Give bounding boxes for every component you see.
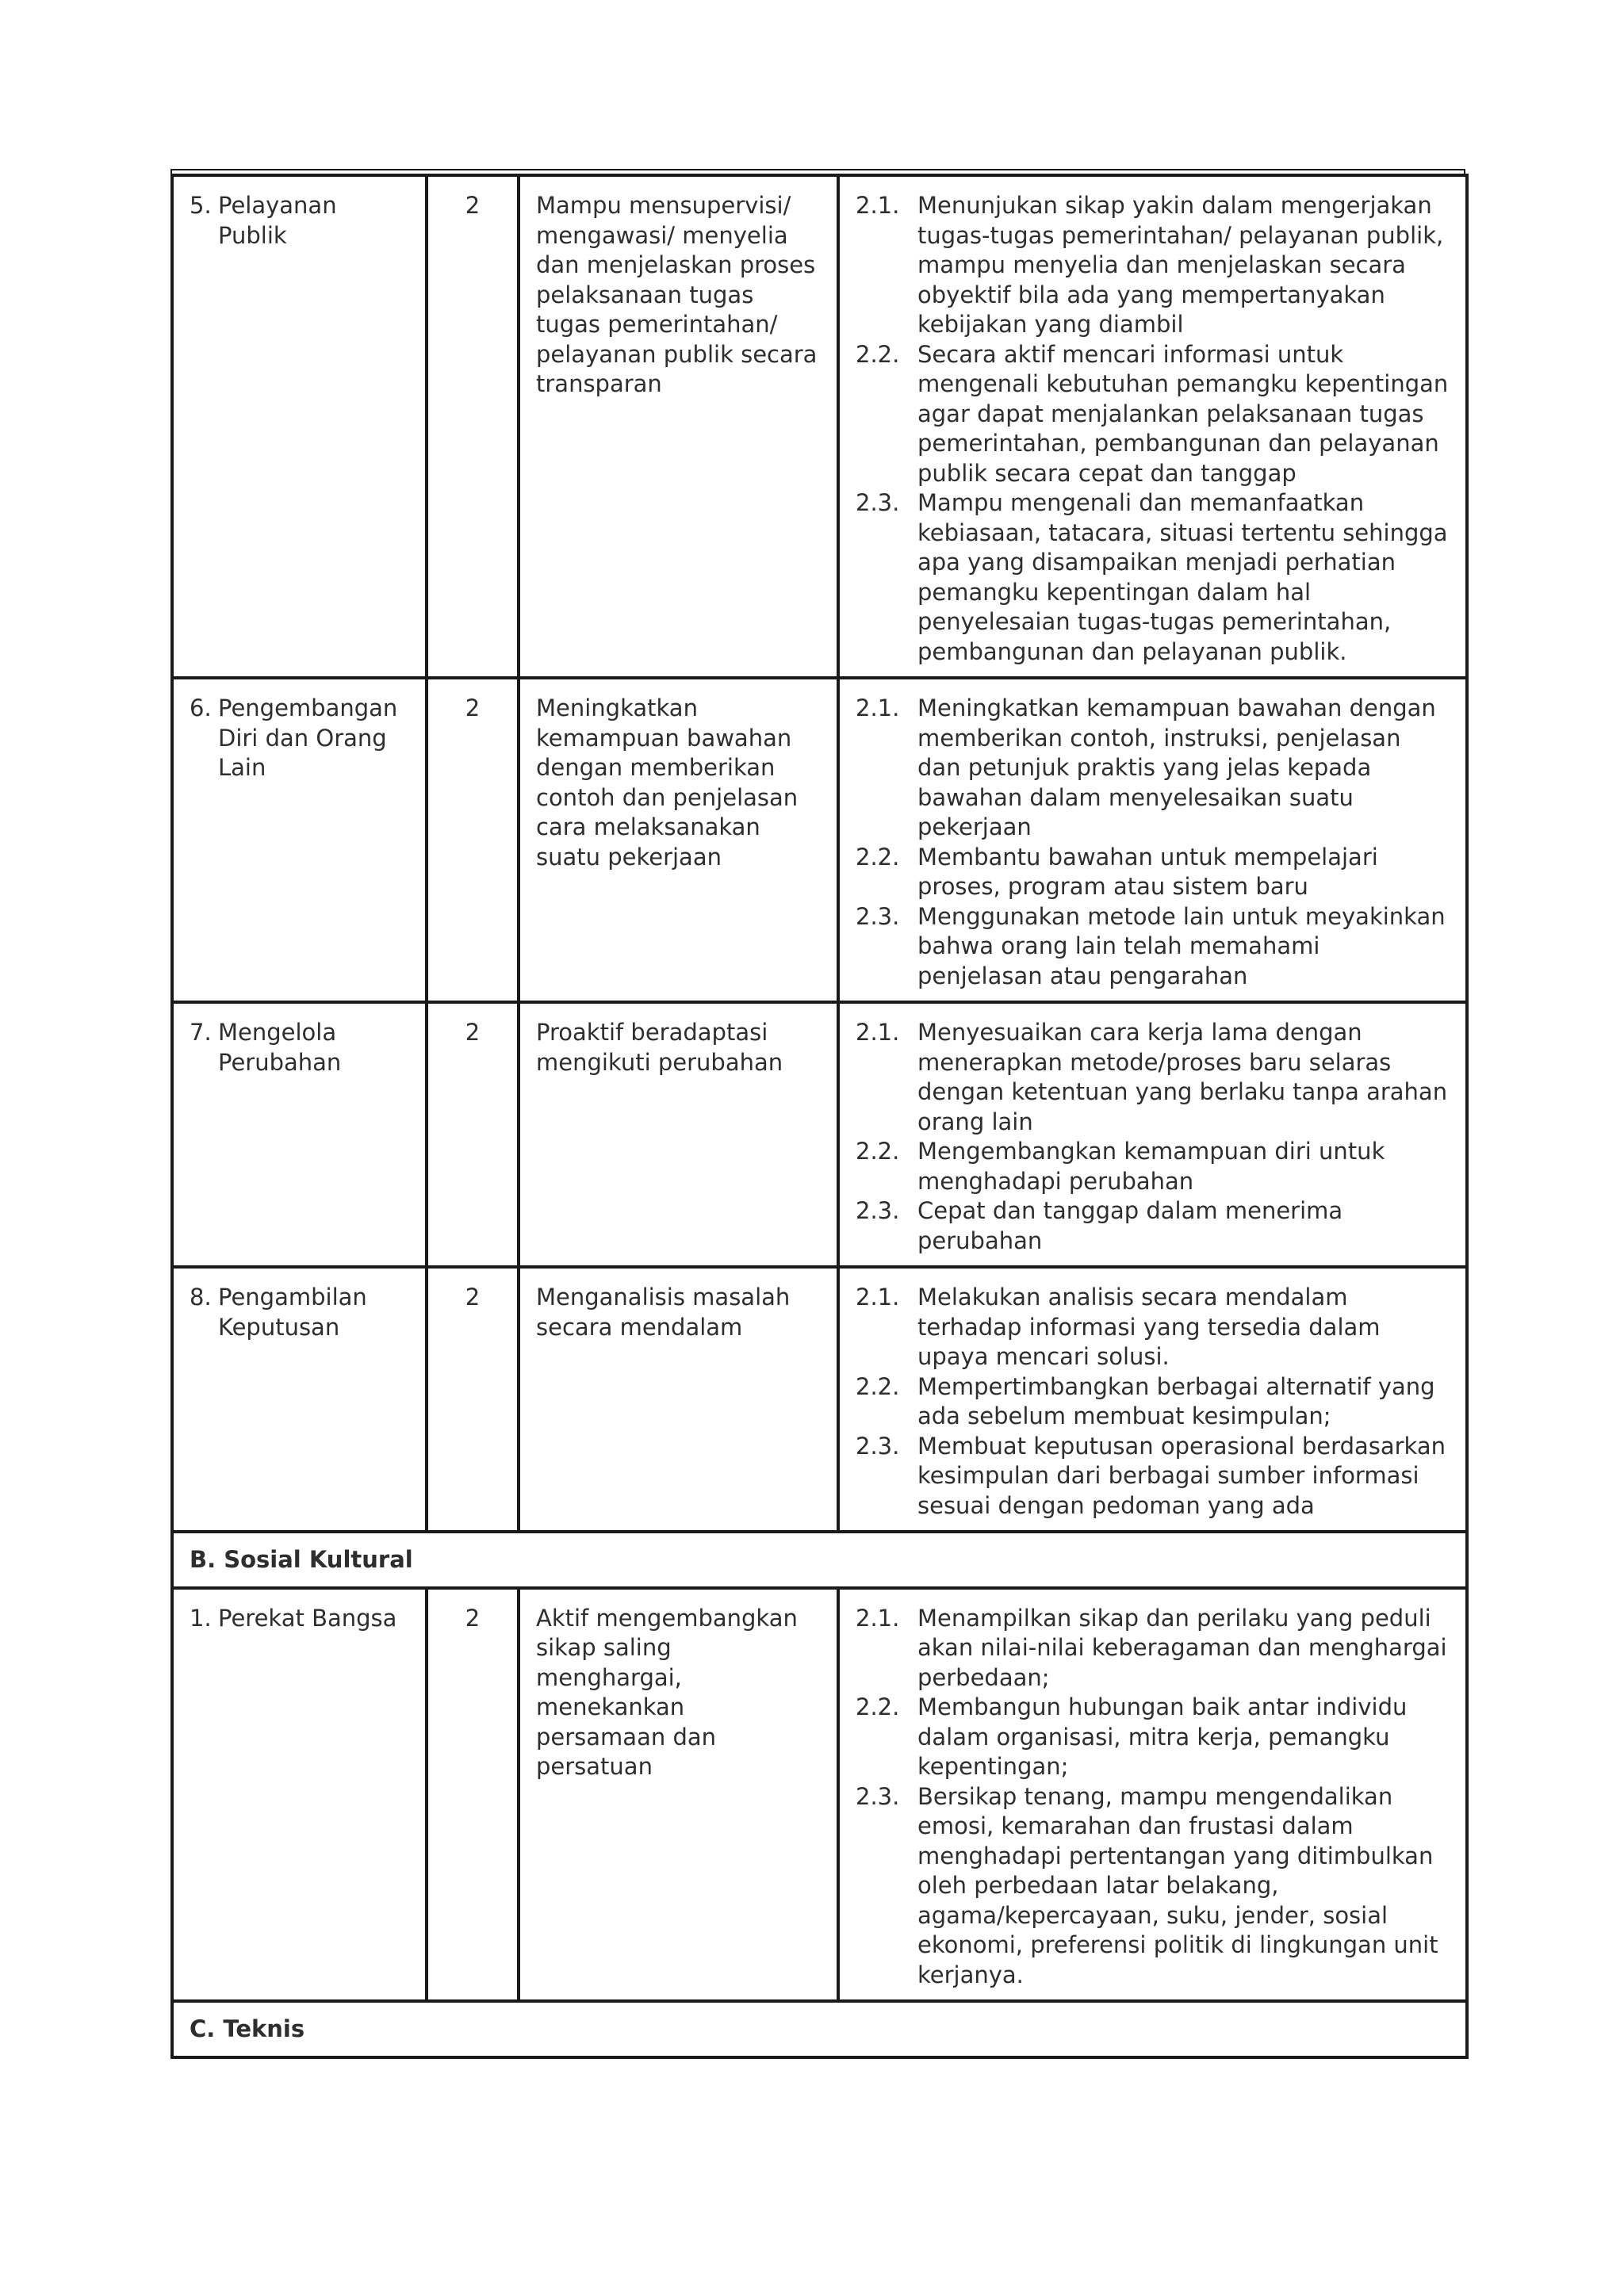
indicator-item xyxy=(856,694,1450,843)
indicator-text: Menunjukan sikap yakin dalam mengerjakan tugas-tugas pemerintahan/ pelayanan publik, mampu menyelia dan menjelaskan secara obyektif bila ada yang mempertanyakan kebijakan yang diambil xyxy=(917,192,1444,338)
indicator-number: 2.3. xyxy=(856,1782,900,1810)
competency-number: 6. xyxy=(190,695,212,721)
indicator-text: Melakukan analisis secara mendalam terhadap informasi yang tersedia dalam upaya mencari solusi. xyxy=(917,1284,1381,1370)
competency-description: Mampu mensupervisi/ mengawasi/ menyelia dan menjelaskan proses pelaksanaan tugas tugas pemerintahan/ pelayanan publik secara transparan xyxy=(519,175,838,678)
indicator-text: Membuat keputusan operasional berdasarkan kesimpulan dari berbagai sumber informasi sesuai dengan pedoman yang ada xyxy=(917,1432,1446,1519)
indicator-item xyxy=(856,1018,1450,1137)
indicator-text: Meningkatkan kemampuan bawahan dengan memberikan contoh, instruksi, penjelasan dan petunjuk praktis yang jelas kepada bawahan dalam menyelesaikan suatu pekerjaan xyxy=(917,695,1436,840)
competency-level: 2 xyxy=(427,1002,519,1267)
indicator-item xyxy=(856,1782,1450,1991)
indicator-number: 2.2. xyxy=(856,1693,900,1720)
indicator-number: 2.1. xyxy=(856,192,900,219)
competency-document xyxy=(170,169,1465,2059)
indicator-text: Menggunakan metode lain untuk meyakinkan bahwa orang lain telah memahami penjelasan atau pengarahan xyxy=(917,902,1446,989)
table-row xyxy=(172,175,1467,678)
indicator-number: 2.1. xyxy=(856,1284,900,1311)
competency-number: 8. xyxy=(190,1284,212,1311)
indicator-number: 2.2. xyxy=(856,1372,900,1400)
section-heading-sosial-kultural: B. Sosial Kultural xyxy=(172,1532,1467,1588)
competency-description: Proaktif beradaptasi mengikuti perubahan xyxy=(519,1002,838,1267)
indicator-text: Bersikap tenang, mampu mengendalikan emosi, kemarahan dan frustasi dalam menghadapi pertentangan yang ditimbulkan oleh perbedaan latar belakang, agama/kepercayaan, suku, jender, sosial ekonomi, preferensi politik di lingkungan unit kerjanya. xyxy=(917,1782,1438,1988)
competency-name: Pengambilan Keputusan xyxy=(218,1284,367,1341)
competency-number: 5. xyxy=(190,192,212,219)
indicator-number: 2.3. xyxy=(856,1432,900,1460)
competency-description: Menganalisis masalah secara mendalam xyxy=(519,1267,838,1532)
indicator-text: Mempertimbangkan berbagai alternatif yang ada sebelum membuat kesimpulan; xyxy=(917,1372,1435,1429)
indicator-item xyxy=(856,1196,1450,1256)
indicator-item xyxy=(856,340,1450,489)
indicator-number: 2.3. xyxy=(856,489,900,516)
table-row xyxy=(172,1267,1467,1532)
indicator-item xyxy=(856,902,1450,992)
indicator-item xyxy=(856,191,1450,340)
indicator-number: 2.1. xyxy=(856,695,900,721)
indicator-number: 2.3. xyxy=(856,902,900,930)
indicator-number: 2.3. xyxy=(856,1197,900,1224)
table-row xyxy=(172,1588,1467,2002)
competency-level: 2 xyxy=(427,1267,519,1532)
competency-level: 2 xyxy=(427,678,519,1002)
section-heading-teknis: C. Teknis xyxy=(172,2001,1467,2057)
competency-name-cell xyxy=(172,1002,427,1267)
competency-name-cell xyxy=(172,1588,427,2002)
indicator-item xyxy=(856,1432,1450,1521)
table-row xyxy=(172,678,1467,1002)
indicator-item xyxy=(856,1693,1450,1782)
indicator-cell xyxy=(838,1588,1467,2002)
competency-number: 1. xyxy=(190,1604,212,1632)
indicator-text: Menyesuaikan cara kerja lama dengan menerapkan metode/proses baru selaras dengan ketentuan yang berlaku tanpa arahan orang lain xyxy=(917,1019,1448,1135)
indicator-item xyxy=(856,843,1450,902)
indicator-text: Mengembangkan kemampuan diri untuk menghadapi perubahan xyxy=(917,1138,1385,1195)
indicator-text: Mampu mengenali dan memanfaatkan kebiasaan, tatacara, situasi tertentu sehingga apa yang disampaikan menjadi perhatian pemangku kepentingan dalam hal penyelesaian tugas-tugas pemerintahan, pembangunan dan pelayanan publik. xyxy=(917,489,1448,665)
indicator-number: 2.2. xyxy=(856,1138,900,1165)
competency-name-cell xyxy=(172,175,427,678)
indicator-text: Cepat dan tanggap dalam menerima perubahan xyxy=(917,1197,1343,1254)
competency-description: Aktif mengembangkan sikap saling menghargai, menekankan persamaan dan persatuan xyxy=(519,1588,838,2002)
section-row xyxy=(172,1532,1467,1588)
competency-name-cell xyxy=(172,678,427,1002)
indicator-cell xyxy=(838,175,1467,678)
indicator-item xyxy=(856,1283,1450,1372)
competency-level: 2 xyxy=(427,1588,519,2002)
competency-name: Pelayanan Publik xyxy=(218,192,337,249)
indicator-item xyxy=(856,1372,1450,1432)
indicator-number: 2.1. xyxy=(856,1604,900,1632)
indicator-text: Secara aktif mencari informasi untuk mengenali kebutuhan pemangku kepentingan agar dapat menjalankan pelaksanaan tugas pemerintahan, pembangunan dan pelayanan publik secara cepat dan tanggap xyxy=(917,340,1449,487)
indicator-text: Membantu bawahan untuk mempelajari proses, program atau sistem baru xyxy=(917,843,1378,900)
indicator-item xyxy=(856,1137,1450,1196)
table-row xyxy=(172,1002,1467,1267)
indicator-text: Menampilkan sikap dan perilaku yang peduli akan nilai-nilai keberagaman dan menghargai perbedaan; xyxy=(917,1604,1447,1691)
indicator-cell xyxy=(838,1002,1467,1267)
competency-name: Mengelola Perubahan xyxy=(218,1019,342,1076)
section-row xyxy=(172,2001,1467,2057)
indicator-cell xyxy=(838,1267,1467,1532)
competency-description: Meningkatkan kemampuan bawahan dengan memberikan contoh dan penjelasan cara melaksanakan suatu pekerjaan xyxy=(519,678,838,1002)
indicator-number: 2.2. xyxy=(856,843,900,871)
indicator-cell xyxy=(838,678,1467,1002)
competency-table xyxy=(170,174,1469,2059)
competency-name: Pengembangan Diri dan Orang Lain xyxy=(218,695,398,781)
competency-level: 2 xyxy=(427,175,519,678)
indicator-item xyxy=(856,1604,1450,1693)
indicator-item xyxy=(856,488,1450,667)
competency-number: 7. xyxy=(190,1019,212,1046)
indicator-number: 2.1. xyxy=(856,1019,900,1046)
competency-name-cell xyxy=(172,1267,427,1532)
indicator-number: 2.2. xyxy=(856,340,900,368)
competency-name: Perekat Bangsa xyxy=(218,1604,397,1632)
indicator-text: Membangun hubungan baik antar individu dalam organisasi, mitra kerja, pemangku kepentingan; xyxy=(917,1693,1408,1780)
